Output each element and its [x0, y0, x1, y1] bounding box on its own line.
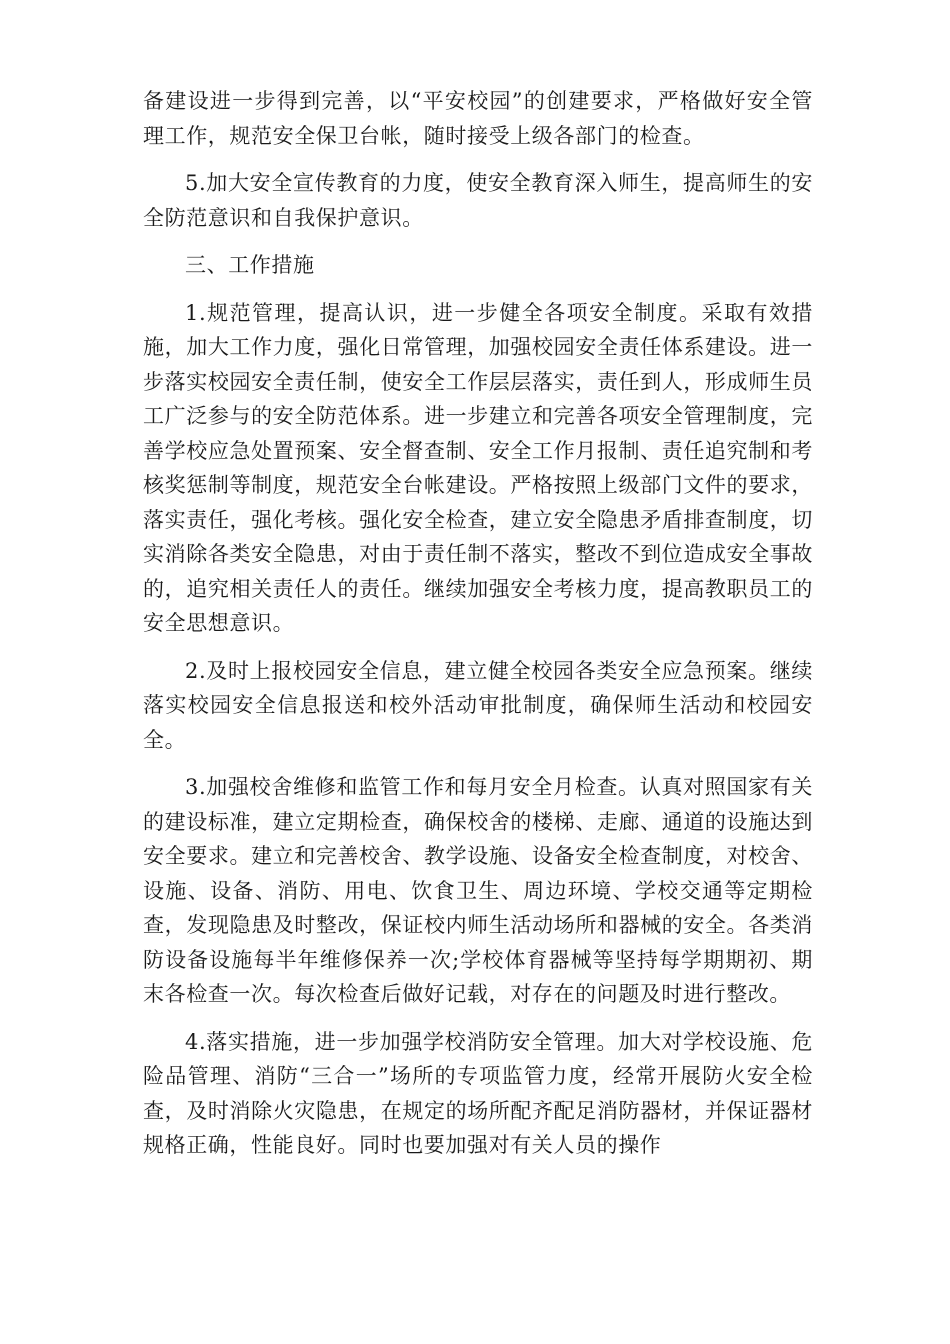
- section-heading: 三、工作措施: [185, 253, 315, 277]
- paragraph-item-5: 5.加大安全宣传教育的力度，使安全教育深入师生，提高师生的安全防范意识和自我保护意识。: [143, 171, 813, 230]
- paragraph-measure-4: 4.落实措施，进一步加强学校消防安全管理。加大对学校设施、危险品管理、消防“三合一”场所的专项监管力度，经常开展防火安全检查，及时消除火灾隐患，在规定的场所配齐配足消防器材，并保证器材规格正确，性能良好。同时也要加强对有关人员的操作: [143, 1029, 813, 1157]
- paragraph-continuation: 备建设进一步得到完善，以“平安校园”的创建要求，严格做好安全管理工作，规范安全保卫台帐，随时接受上级各部门的检查。: [143, 89, 813, 148]
- paragraph-measure-3: 3.加强校舍维修和监管工作和每月安全月检查。认真对照国家有关的建设标准，建立定期检查，确保校舍的楼梯、走廊、通道的设施达到安全要求。建立和完善校舍、教学设施、设备安全检查制度，对校舍、设施、设备、消防、用电、饮食卫生、周边环境、学校交通等定期检查，发现隐患及时整改，保证校内师生活动场所和器械的安全。各类消防设备设施每半年维修保养一次;学校体育器械等坚持每学期期初、期末各检查一次。每次检查后做好记载，对存在的问题及时进行整改。: [143, 775, 813, 1006]
- paragraph-measure-2: 2.及时上报校园安全信息，建立健全校园各类安全应急预案。继续落实校园安全信息报送和校外活动审批制度，确保师生活动和校园安全。: [143, 658, 813, 752]
- document-body: [143, 84, 813, 1176]
- paragraph-measure-1: 1.规范管理，提高认识，进一步健全各项安全制度。采取有效措施，加大工作力度，强化日常管理，加强校园安全责任体系建设。进一步落实校园安全责任制，使安全工作层层落实，责任到人，形成师生员工广泛参与的安全防范体系。进一步建立和完善各项安全管理制度，完善学校应急处置预案、安全督查制、安全工作月报制、责任追究制和考核奖惩制等制度，规范安全台帐建设。严格按照上级部门文件的要求，落实责任，强化考核。强化安全检查，建立安全隐患矛盾排查制度，切实消除各类安全隐患，对由于责任制不落实，整改不到位造成安全事故的，追究相关责任人的责任。继续加强安全考核力度，提高教职员工的安全思想意识。: [143, 300, 813, 635]
